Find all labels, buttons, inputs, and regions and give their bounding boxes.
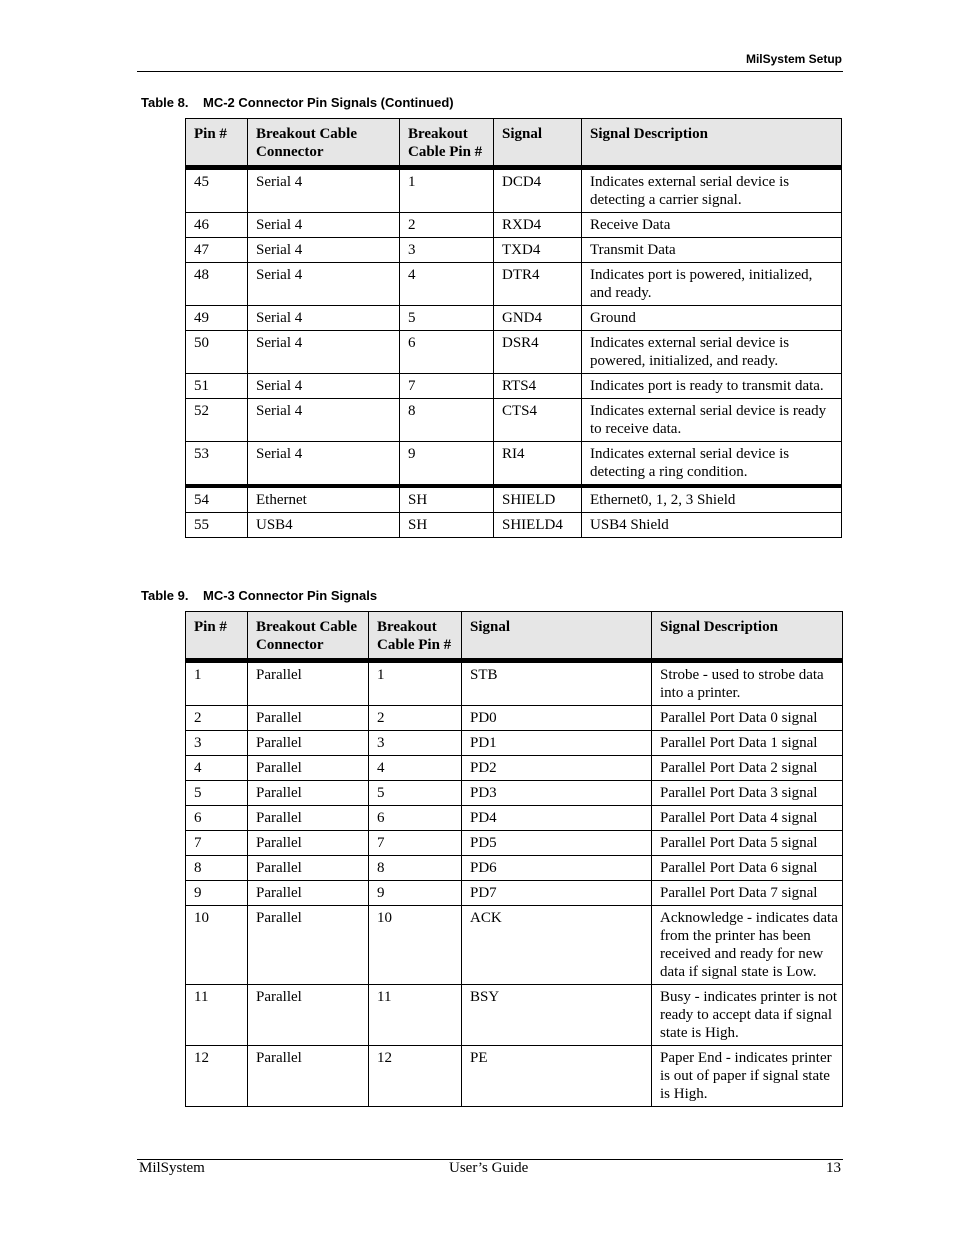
table-row: [186, 374, 842, 399]
cell-signal: PD4: [462, 806, 652, 831]
cell-connector: Parallel: [248, 806, 369, 831]
cell-connector: Serial 4: [248, 399, 400, 442]
cell-pin: 54: [186, 486, 248, 513]
cell-cable-pin: 12: [369, 1046, 462, 1107]
cell-cable-pin: 1: [400, 168, 494, 213]
cell-description: Indicates port is powered, initialized, and ready.: [582, 263, 842, 306]
cell-connector: Serial 4: [248, 374, 400, 399]
cell-connector: Serial 4: [248, 168, 400, 213]
cell-description: Parallel Port Data 2 signal: [652, 756, 843, 781]
cell-cable-pin: 9: [369, 881, 462, 906]
table-row: [186, 661, 843, 706]
table8-col-cable-pin: Breakout Cable Pin #: [400, 119, 494, 168]
cell-description: Indicates external serial device is ready to receive data.: [582, 399, 842, 442]
cell-description: Indicates port is ready to transmit data.: [582, 374, 842, 399]
cell-description: Receive Data: [582, 213, 842, 238]
cell-connector: Parallel: [248, 906, 369, 985]
cell-signal: PD3: [462, 781, 652, 806]
cell-pin: 53: [186, 442, 248, 487]
cell-connector: Parallel: [248, 731, 369, 756]
cell-connector: Parallel: [248, 781, 369, 806]
table8: [185, 118, 842, 538]
cell-cable-pin: 8: [369, 856, 462, 881]
cell-connector: Parallel: [248, 856, 369, 881]
cell-pin: 3: [186, 731, 248, 756]
cell-pin: 2: [186, 706, 248, 731]
cell-cable-pin: SH: [400, 486, 494, 513]
cell-description: Parallel Port Data 4 signal: [652, 806, 843, 831]
cell-connector: Parallel: [248, 706, 369, 731]
cell-pin: 48: [186, 263, 248, 306]
table-row: [186, 213, 842, 238]
cell-description: USB4 Shield: [582, 513, 842, 538]
cell-pin: 45: [186, 168, 248, 213]
cell-connector: Serial 4: [248, 306, 400, 331]
cell-signal: RXD4: [494, 213, 582, 238]
cell-description: Ground: [582, 306, 842, 331]
cell-signal: SHIELD4: [494, 513, 582, 538]
table-row: [186, 781, 843, 806]
footer-product: MilSystem: [139, 1160, 205, 1176]
cell-signal: DTR4: [494, 263, 582, 306]
cell-description: Strobe - used to strobe data into a printer.: [652, 661, 843, 706]
cell-signal: SHIELD: [494, 486, 582, 513]
cell-description: Indicates external serial device is powered, initialized, and ready.: [582, 331, 842, 374]
table9-col-description: Signal Description: [652, 612, 843, 661]
cell-pin: 52: [186, 399, 248, 442]
cell-description: Parallel Port Data 1 signal: [652, 731, 843, 756]
cell-description: Transmit Data: [582, 238, 842, 263]
cell-connector: Parallel: [248, 661, 369, 706]
cell-connector: Serial 4: [248, 331, 400, 374]
table8-caption-number: Table 8.: [141, 95, 189, 110]
cell-pin: 5: [186, 781, 248, 806]
cell-cable-pin: 4: [369, 756, 462, 781]
cell-description: Indicates external serial device is detecting a carrier signal.: [582, 168, 842, 213]
cell-cable-pin: 11: [369, 985, 462, 1046]
cell-description: Parallel Port Data 0 signal: [652, 706, 843, 731]
footer-guide: User’s Guide: [449, 1160, 529, 1176]
cell-cable-pin: 5: [400, 306, 494, 331]
table-row: [186, 238, 842, 263]
cell-signal: BSY: [462, 985, 652, 1046]
cell-pin: 47: [186, 238, 248, 263]
cell-signal: PD0: [462, 706, 652, 731]
table-row: [186, 806, 843, 831]
cell-connector: Serial 4: [248, 263, 400, 306]
cell-pin: 1: [186, 661, 248, 706]
cell-cable-pin: 2: [369, 706, 462, 731]
cell-signal: ACK: [462, 906, 652, 985]
table-row: [186, 513, 842, 538]
cell-description: Acknowledge - indicates data from the printer has been received and ready for new data if signal state is Low.: [652, 906, 843, 985]
table-row: [186, 306, 842, 331]
table-row: [186, 1046, 843, 1107]
cell-pin: 4: [186, 756, 248, 781]
table-row: [186, 168, 842, 213]
cell-connector: Serial 4: [248, 213, 400, 238]
cell-pin: 10: [186, 906, 248, 985]
table8-caption-text: MC-2 Connector Pin Signals (Continued): [203, 95, 454, 110]
cell-description: Parallel Port Data 6 signal: [652, 856, 843, 881]
cell-signal: DCD4: [494, 168, 582, 213]
cell-signal: RTS4: [494, 374, 582, 399]
table9: [185, 611, 843, 1107]
cell-cable-pin: 6: [369, 806, 462, 831]
cell-signal: DSR4: [494, 331, 582, 374]
cell-pin: 55: [186, 513, 248, 538]
cell-cable-pin: 3: [400, 238, 494, 263]
cell-cable-pin: 9: [400, 442, 494, 487]
cell-connector: Parallel: [248, 831, 369, 856]
cell-pin: 6: [186, 806, 248, 831]
table8-caption: [141, 95, 454, 110]
cell-signal: STB: [462, 661, 652, 706]
cell-signal: PD7: [462, 881, 652, 906]
table9-col-signal: Signal: [462, 612, 652, 661]
cell-signal: PD5: [462, 831, 652, 856]
table9-caption: [141, 588, 377, 603]
cell-pin: 49: [186, 306, 248, 331]
cell-description: Parallel Port Data 7 signal: [652, 881, 843, 906]
cell-pin: 9: [186, 881, 248, 906]
cell-pin: 51: [186, 374, 248, 399]
cell-description: Busy - indicates printer is not ready to accept data if signal state is High.: [652, 985, 843, 1046]
table9-body: [186, 661, 843, 1107]
table-row: [186, 881, 843, 906]
cell-signal: TXD4: [494, 238, 582, 263]
cell-connector: Parallel: [248, 881, 369, 906]
cell-cable-pin: 8: [400, 399, 494, 442]
table9-caption-text: MC-3 Connector Pin Signals: [203, 588, 378, 603]
cell-pin: 46: [186, 213, 248, 238]
cell-signal: PD2: [462, 756, 652, 781]
table9-col-connector: Breakout Cable Connector: [248, 612, 369, 661]
cell-connector: Parallel: [248, 985, 369, 1046]
table-row: [186, 399, 842, 442]
cell-cable-pin: 6: [400, 331, 494, 374]
cell-signal: PD6: [462, 856, 652, 881]
table-row: [186, 731, 843, 756]
cell-signal: RI4: [494, 442, 582, 487]
table8-col-connector: Breakout Cable Connector: [248, 119, 400, 168]
cell-signal: PE: [462, 1046, 652, 1107]
table-row: [186, 442, 842, 487]
cell-connector: Parallel: [248, 1046, 369, 1107]
cell-description: Indicates external serial device is detecting a ring condition.: [582, 442, 842, 487]
table-row: [186, 263, 842, 306]
table8-body: [186, 168, 842, 538]
table9-caption-number: Table 9.: [141, 588, 189, 603]
table-row: [186, 756, 843, 781]
table8-col-description: Signal Description: [582, 119, 842, 168]
cell-pin: 7: [186, 831, 248, 856]
table9-col-cable-pin: Breakout Cable Pin #: [369, 612, 462, 661]
footer-page-number: 13: [826, 1160, 841, 1176]
cell-cable-pin: 4: [400, 263, 494, 306]
cell-cable-pin: 2: [400, 213, 494, 238]
cell-pin: 12: [186, 1046, 248, 1107]
cell-cable-pin: 10: [369, 906, 462, 985]
table9-header: [186, 612, 843, 661]
table8-col-pin: Pin #: [186, 119, 248, 168]
cell-connector: Parallel: [248, 756, 369, 781]
cell-description: Ethernet0, 1, 2, 3 Shield: [582, 486, 842, 513]
cell-cable-pin: 7: [369, 831, 462, 856]
table-row: [186, 985, 843, 1046]
cell-cable-pin: 7: [400, 374, 494, 399]
cell-connector: Ethernet: [248, 486, 400, 513]
table8-col-signal: Signal: [494, 119, 582, 168]
table-row: [186, 856, 843, 881]
table8-header: [186, 119, 842, 168]
table-row: [186, 486, 842, 513]
cell-signal: CTS4: [494, 399, 582, 442]
cell-description: Parallel Port Data 3 signal: [652, 781, 843, 806]
table-row: [186, 831, 843, 856]
table-row: [186, 906, 843, 985]
cell-cable-pin: SH: [400, 513, 494, 538]
cell-cable-pin: 1: [369, 661, 462, 706]
cell-pin: 11: [186, 985, 248, 1046]
cell-connector: Serial 4: [248, 238, 400, 263]
cell-description: Parallel Port Data 5 signal: [652, 831, 843, 856]
cell-pin: 8: [186, 856, 248, 881]
cell-connector: USB4: [248, 513, 400, 538]
table-row: [186, 331, 842, 374]
cell-connector: Serial 4: [248, 442, 400, 487]
cell-description: Paper End - indicates printer is out of paper if signal state is High.: [652, 1046, 843, 1107]
header-rule: [137, 71, 843, 72]
cell-signal: GND4: [494, 306, 582, 331]
table9-col-pin: Pin #: [186, 612, 248, 661]
cell-cable-pin: 3: [369, 731, 462, 756]
cell-signal: PD1: [462, 731, 652, 756]
table-row: [186, 706, 843, 731]
cell-cable-pin: 5: [369, 781, 462, 806]
cell-pin: 50: [186, 331, 248, 374]
running-header-title: MilSystem Setup: [745, 52, 842, 66]
